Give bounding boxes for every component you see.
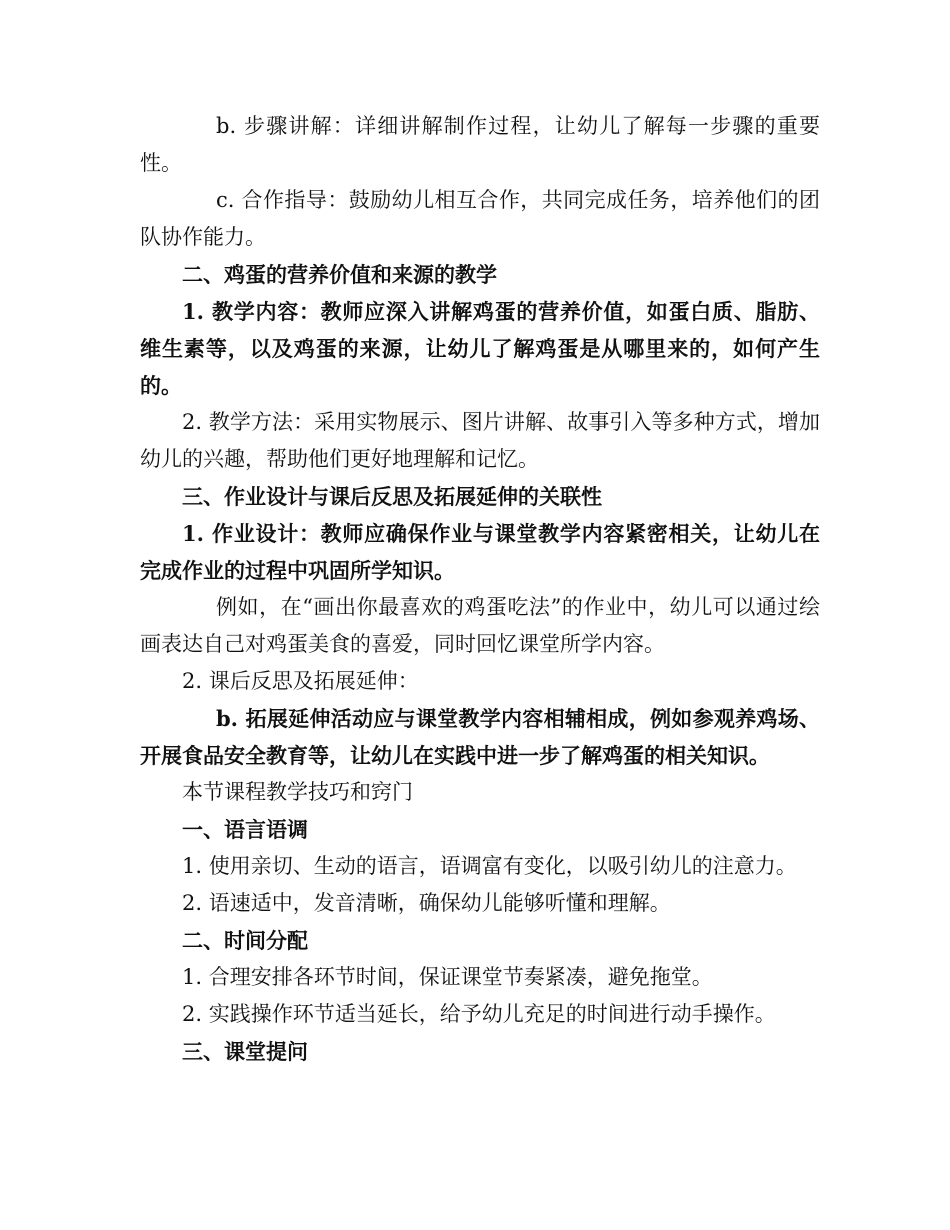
paragraph-teaching-content: 1. 教学内容：教师应深入讲解鸡蛋的营养价值，如蛋白质、脂肪、维生素等，以及鸡蛋的来源，让幼儿了解鸡蛋是从哪里来的，如何产生的。	[140, 299, 820, 398]
heading-homework-reflection: 三、作业设计与课后反思及拓展延伸的关联性	[182, 484, 602, 509]
paragraph-time-2: 2. 实践操作环节适当延长，给予幼儿充足的时间进行动手操作。	[182, 1002, 776, 1026]
paragraph-homework-example: 例如，在“画出你最喜欢的鸡蛋吃法”的作业中，幼儿可以通过绘画表达自己对鸡蛋美食的喜爱，同时回忆课堂所学内容。	[140, 595, 820, 656]
paragraph-teaching-method: 2. 教学方法：采用实物展示、图片讲解、故事引入等多种方式，增加幼儿的兴趣，帮助他们更好地理解和记忆。	[140, 410, 820, 471]
paragraph-homework-design: 1. 作业设计：教师应确保作业与课堂教学内容紧密相关，让幼儿在完成作业的过程中巩固所学知识。	[140, 521, 820, 583]
paragraph-time-1: 1. 合理安排各环节时间，保证课堂节奏紧凑，避免拖堂。	[182, 965, 713, 989]
paragraph-cooperation-guidance: c. 合作指导：鼓励幼儿相互合作，共同完成任务，培养他们的团队协作能力。	[140, 188, 820, 249]
heading-time-allocation: 二、时间分配	[182, 928, 308, 953]
paragraph-language-2: 2. 语速适中，发音清晰，确保幼儿能够听懂和理解。	[182, 891, 671, 915]
paragraph-extension-activities: b. 拓展延伸活动应与课堂教学内容相辅相成，例如参观养鸡场、开展食品安全教育等，让幼儿在实践中进一步了解鸡蛋的相关知识。	[140, 706, 820, 768]
heading-teaching-tips: 本节课程教学技巧和窍门	[182, 780, 413, 804]
heading-classroom-questions: 三、课堂提问	[182, 1039, 308, 1064]
paragraph-language-1: 1. 使用亲切、生动的语言，语调富有变化，以吸引幼儿的注意力。	[182, 854, 797, 878]
heading-language-tone: 一、语言语调	[182, 817, 308, 842]
document-body	[140, 108, 820, 1070]
heading-egg-nutrition: 二、鸡蛋的营养价值和来源的教学	[182, 262, 497, 287]
paragraph-step-explanation: b. 步骤讲解：详细讲解制作过程，让幼儿了解每一步骤的重要性。	[140, 114, 820, 175]
paragraph-reflection-extension: 2. 课后反思及拓展延伸：	[182, 669, 419, 693]
